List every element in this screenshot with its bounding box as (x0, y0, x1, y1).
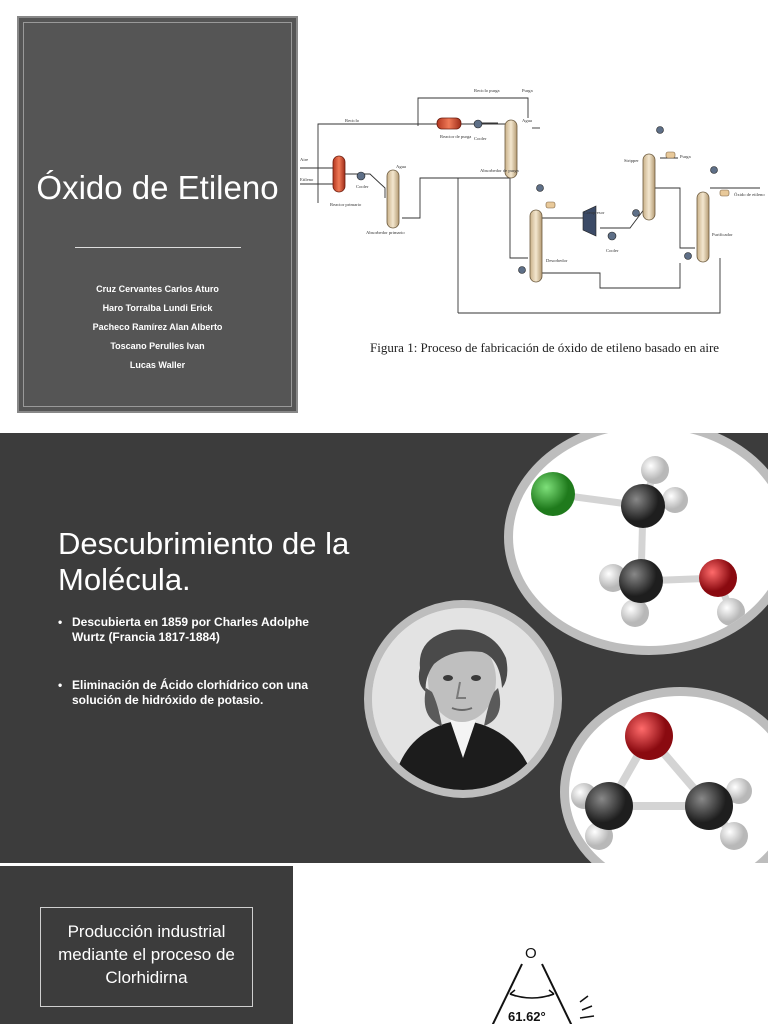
epoxide-angle-diagram (470, 936, 620, 1024)
bullet-item (58, 678, 338, 708)
bullet-dot-icon: • (58, 678, 63, 692)
process-flow-diagram (300, 78, 768, 363)
slide-discovery (0, 433, 768, 863)
title-divider (75, 247, 241, 248)
diagram-label: Reactor primario (330, 202, 362, 207)
author-name: Pacheco Ramírez Alan Alberto (92, 322, 223, 332)
chlorohydrin-molecule-image (504, 433, 768, 655)
diagram-label: Desorbedor (546, 258, 568, 263)
epoxide-molecule-icon (569, 696, 768, 863)
bond-angle-label: 61.62° (508, 1009, 546, 1024)
presentation-title: Óxido de Etileno (36, 169, 279, 206)
slide-left-panel (0, 866, 293, 1024)
bullet-item (58, 615, 338, 645)
diagram-label: Reciclo (345, 118, 360, 123)
diagram-label: Absorbedor de purga (480, 168, 519, 173)
author-name: Cruz Cervantes Carlos Aturo (96, 284, 219, 294)
slide-title (0, 0, 768, 430)
diagram-label: Cooler (606, 248, 619, 253)
diagram-label: Aire (300, 157, 309, 162)
title-card (17, 16, 298, 413)
bullet-text: Descubierta en 1859 por Charles Adolphe Wurtz (Francia 1817-1884) (72, 615, 309, 644)
bullet-text: Eliminación de Ácido clorhídrico con una solución de hidróxido de potasio. (72, 678, 309, 707)
diagram-label: Etileno (300, 177, 314, 182)
bullet-dot-icon: • (58, 615, 63, 629)
portrait-charles-wurtz (364, 600, 562, 798)
diagram-label: Purga (522, 88, 533, 93)
portrait-photo-icon (372, 608, 554, 790)
slide-heading: Descubrimiento de la Molécula. (58, 526, 350, 597)
diagram-label: Reciclo purga (474, 88, 500, 93)
diagram-label: Cooler (356, 184, 369, 189)
ball-and-stick-molecule-icon (513, 433, 768, 655)
ethylene-oxide-molecule-image (560, 687, 768, 863)
author-name: Lucas Waller (129, 360, 186, 370)
diagram-label: Cooler (474, 136, 487, 141)
diagram-label: Óxido de etileno (734, 192, 765, 197)
diagram-label: Agua (396, 164, 406, 169)
author-name: Haro Torralba Lundi Erick (102, 303, 213, 313)
slide-industrial-production (0, 866, 768, 1024)
diagram-label: Reactor de purga (440, 134, 472, 139)
slide-heading-box: Producción industrial mediante el proceso de Clorhidirna (40, 907, 253, 1007)
bullet-list (58, 615, 338, 741)
author-name: Toscano Perulles Ivan (110, 341, 205, 351)
diagram-label: Purga (680, 154, 691, 159)
diagram-label: Purificador (712, 232, 733, 237)
diagram-label: Compresor (584, 210, 605, 215)
diagram-label: Agua (522, 118, 532, 123)
figure-caption: Figura 1: Proceso de fabricación de óxido de etileno basado en aire (370, 340, 720, 355)
diagram-label: Absorbedor primario (366, 230, 405, 235)
oxygen-atom-label: O (525, 945, 537, 962)
diagram-label: Stripper (624, 158, 639, 163)
author-list (19, 280, 296, 375)
